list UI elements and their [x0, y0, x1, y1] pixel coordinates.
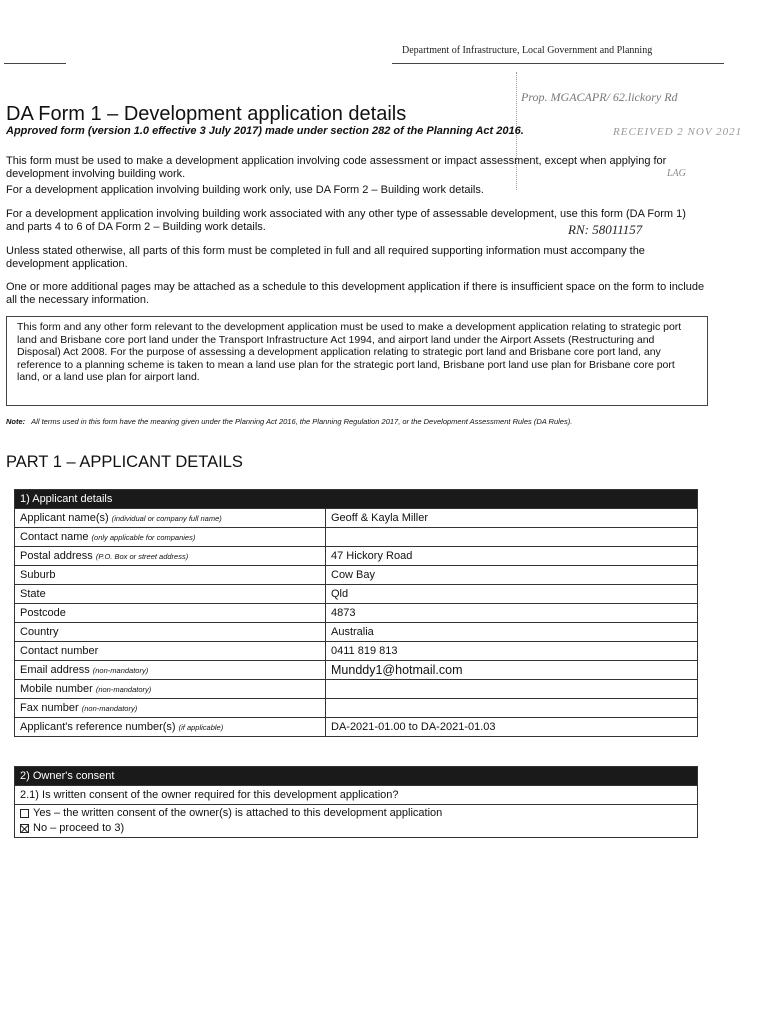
field-label-text: Fax number — [20, 702, 79, 714]
yes-label: Yes – the written consent of the owner(s) is attached to this development application — [33, 807, 443, 819]
applicant-details-table — [14, 489, 698, 737]
stamp-property-ref: Prop. MGACAPR/ 62.lickory Rd — [521, 90, 678, 104]
field-label-text: State — [20, 588, 46, 600]
applicant-row — [15, 680, 698, 699]
field-label-text: Contact number — [20, 645, 99, 657]
yes-checkbox[interactable] — [20, 809, 29, 818]
field-label — [15, 585, 326, 604]
field-label-text: Postcode — [20, 607, 66, 619]
intro-paragraph-3: For a development application involving building work associated with any other type of assessable development, use this form (DA Form 1) and parts 4 to 6 of DA Form 2 – Building work details. — [6, 208, 686, 233]
field-label-text: Postal address — [20, 550, 93, 562]
header-rule-right — [392, 63, 724, 64]
applicant-row — [15, 604, 698, 623]
field-label-text: Applicant's reference number(s) — [20, 721, 176, 733]
field-label — [15, 566, 326, 585]
field-value[interactable] — [326, 699, 698, 718]
owners-consent-table — [14, 766, 698, 838]
applicant-row — [15, 547, 698, 566]
applicant-row — [15, 509, 698, 528]
field-label — [15, 604, 326, 623]
field-value[interactable]: 4873 — [326, 604, 698, 623]
stamp-received-date: RECEIVED 2 NOV 2021 — [613, 126, 743, 138]
note-text: All terms used in this form have the meaning given under the Planning Act 2016, the Planning Regulation 2017, or the Development Assessment Rules (DA Rules). — [31, 417, 573, 426]
field-value[interactable]: DA-2021-01.00 to DA-2021-01.03 — [326, 718, 698, 737]
field-label-text: Email address — [20, 664, 90, 676]
field-hint: (individual or company full name) — [111, 514, 222, 523]
consent-question: 2.1) Is written consent of the owner required for this development application? — [15, 786, 698, 805]
field-value[interactable]: 47 Hickory Road — [326, 547, 698, 566]
field-value[interactable] — [326, 680, 698, 699]
intro-paragraph-2: For a development application involving building work only, use DA Form 2 – Building work details. — [6, 184, 484, 196]
applicant-row — [15, 718, 698, 737]
field-hint: (if applicable) — [178, 723, 224, 732]
field-hint: (non-mandatory) — [95, 685, 152, 694]
consent-options — [15, 805, 698, 838]
note-label: Note: — [6, 417, 26, 426]
field-label — [15, 699, 326, 718]
stamp-initials: LAG — [667, 168, 686, 179]
section-1-heading: 1) Applicant details — [15, 490, 698, 509]
intro-paragraph-5: One or more additional pages may be attached as a schedule to this development application if there is insufficient space on the form to include all the necessary information. — [6, 281, 705, 306]
part-1-title: PART 1 – APPLICANT DETAILS — [6, 453, 243, 471]
department-name: Department of Infrastructure, Local Government and Planning — [402, 45, 653, 56]
field-value[interactable]: 0411 819 813 — [326, 642, 698, 661]
field-hint: (P.O. Box or street address) — [95, 552, 189, 561]
form-subtitle: Approved form (version 1.0 effective 3 July 2017) made under section 282 of the Planning Act 2016. — [6, 125, 524, 137]
field-value[interactable]: Australia — [326, 623, 698, 642]
field-label — [15, 547, 326, 566]
field-hint: (non-mandatory) — [81, 704, 138, 713]
applicant-row — [15, 585, 698, 604]
applicant-row — [15, 528, 698, 547]
field-value[interactable] — [326, 528, 698, 547]
applicant-row — [15, 566, 698, 585]
field-label-text: Applicant name(s) — [20, 512, 109, 524]
terms-note — [6, 417, 706, 426]
handwritten-reference: RN: 58011157 — [568, 222, 643, 237]
field-label-text: Suburb — [20, 569, 56, 581]
intro-paragraph-4: Unless stated otherwise, all parts of this form must be completed in full and all required supporting information must accompany the development application. — [6, 245, 645, 270]
field-hint: (only applicable for companies) — [91, 533, 196, 542]
applicant-row — [15, 661, 698, 680]
field-label — [15, 718, 326, 737]
header-rule-left — [4, 63, 66, 64]
field-label — [15, 680, 326, 699]
section-2-heading: 2) Owner's consent — [15, 767, 698, 786]
port-land-notice-box: This form and any other form relevant to the development application must be used to make a development application relating to strategic port land and Brisbane core port land under the Transport Infrastructure Act 1994, and airport land under the Airport Assets (Restructuring and Disposal) Act 2008. For the purpose of assessing a development application relating to strategic port land and Brisbane core port land, any reference to a planning scheme is taken to mean a land use plan for the strategic port land, Brisbane port land use plan for Brisbane core port land, or a land use plan for airport land. — [6, 316, 708, 406]
consent-option-yes[interactable] — [20, 806, 692, 821]
field-label — [15, 661, 326, 680]
field-label — [15, 509, 326, 528]
field-label — [15, 642, 326, 661]
no-label: No – proceed to 3) — [33, 822, 125, 834]
applicant-row — [15, 623, 698, 642]
field-label-text: Country — [20, 626, 59, 638]
intro-paragraph-1: This form must be used to make a development application involving code assessment or impact assessment, except when applying for development involving building work. — [6, 155, 667, 180]
field-value[interactable]: Munddy1@hotmail.com — [326, 661, 698, 680]
field-value[interactable]: Cow Bay — [326, 566, 698, 585]
field-label — [15, 528, 326, 547]
form-title: DA Form 1 – Development application details — [6, 103, 407, 125]
field-value[interactable]: Geoff & Kayla Miller — [326, 509, 698, 528]
field-value[interactable]: Qld — [326, 585, 698, 604]
applicant-row — [15, 642, 698, 661]
field-label-text: Contact name — [20, 531, 89, 543]
field-label — [15, 623, 326, 642]
field-hint: (non-mandatory) — [92, 666, 149, 675]
applicant-row — [15, 699, 698, 718]
no-checkbox[interactable] — [20, 824, 29, 833]
consent-option-no[interactable] — [20, 821, 692, 836]
field-label-text: Mobile number — [20, 683, 93, 695]
